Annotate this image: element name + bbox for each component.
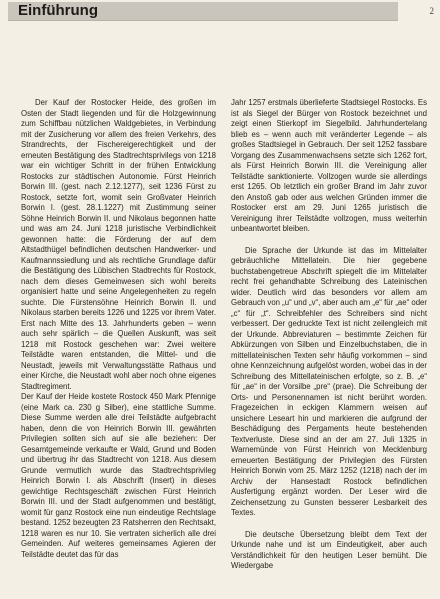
page-title: Einführung	[18, 2, 98, 19]
page-number: 2	[429, 6, 434, 16]
paragraph-gap	[231, 519, 427, 530]
title-bar	[8, 2, 398, 21]
paragraph-gap	[231, 235, 427, 246]
left-column	[21, 98, 216, 560]
paragraph: Die deutsche Übersetzung bleibt dem Text der Urkunde nahe und ist um Eindeutigkeit, aber auch Verständlichkeit für den heutigen Leser bemüht. Die Wiedergabe	[231, 529, 427, 570]
paragraph: Die Sprache der Urkunde ist das im Mittelalter gebräuchliche Mittellatein. Die hier gegebene buchstabengetreue Abschrift spiegelt die im Mittelalter recht frei gehandhabte Schreibung des Lateinischen wider. Deutlich wird das besonders vor allem am Gebrauch von „u“ und „v“, aber auch am „e“ für „ae“ oder „c“ für „t“. Schreibfehler des Schreibers sind nicht verbessert. Der gedruckte Text ist nicht zeilengleich mit der Urkunde. Abbreviaturen – bestimmte Zeichen für Abkürzungen von Silben und Einzelbuchstaben, die in mittellateinischen Texten sehr häufig vorkommen – sind ohne Kennzeichnung aufgelöst worden, wobei das in der Schreibung des Mittellateinischen erfolgte, so z. B. „e“ für „ae“ in der Vorsilbe „pre“ (prae). Die Schreibung der Orts- und Personennamen ist nicht berührt worden. Fragezeichen in eckigen Klammern weisen auf unsichere Leseart hin und markieren die aufgrund der Beschädigung des Pergaments heute bestehenden Textverluste. Diese sind an der am 27. Juli 1325 in Warnemünde von Fürst Heinrich von Mecklenburg erneuerten Bestätigung der Privilegien des Fürsten Heinrich Borwin vom 25. März 1252 (1218) nach der im Archiv der Hansestadt Rostock befindlichen Ausfertigung ergänzt worden. Der Leser wird die Zeichensetzung zu Gunsten besserer Lesbarkeit des Textes.	[231, 245, 427, 517]
paragraph: Jahr 1257 erstmals überlieferte Stadtsiegel Rostocks. Es ist als Siegel der Bürger von Rostock bezeichnet und zeigt einen Stierkopf im Siegelbild. Jahrhundertelang blieb es – wenn auch mit veränderter Legende – als großes Stadtsiegel in Gebrauch. Der seit 1252 fassbare Vorgang des Zusammenwachsens setzte sich 1262 fort, als Fürst Heinrich Borwin III. die Vereinigung aller Teilstädte sanktionierte. Vollzogen wurde sie allerdings erst 1265. Ob letztlich ein großer Brand im Jahr zuvor den Anstoß gab oder aus welchen Gründen immer die Rostocker erst am 29. Juni 1265 juristisch die Vereinigung ihrer Teilstädte vollzogen, muss weiterhin unbeantwortet bleiben.	[231, 98, 427, 233]
page-header	[0, 0, 440, 26]
right-column	[231, 98, 427, 572]
paragraph: Der Kauf der Rostocker Heide, des großen im Osten der Stadt liegenden und für die Holzgewinnung zum Schiffbau nützlichen Waldgebietes, in Verbindung mit der Zusicherung vor allem des freien Verkehrs, des Strandrechts, der Fischereigerechtigkeit und der erneuten Bestätigung des Stadtrechtsprivilegs von 1218 war ein wichtiger Schritt in der frühen Entwicklung Rostocks zur städtischen Autonomie. Fürst Heinrich Borwin III. (gest. nach 2.12.1277), seit 1236 Fürst zu Rostock, setzte fort, womit sein Großvater Heinrich Borwin I. (gest. 28.1.1227) mit Zustimmung seiner Söhne Heinrich Borwin II. und Nikolaus begonnen hatte und was am 24. Juni 1218 juristische Verbindlichkeit gewonnen hatte: die Förderung der auf dem Altstadthügel befindlichen deutschen Handwerker- und Kaufmannssiedlung und als rechtliche Grundlage dafür die Bestätigung des Lübischen Stadtrechts für Rostock, nach dem dieses Gemeinwesen sich wohl bereits organisiert hatte und seine Angelegenheiten zu regeln suchte. Die Fürstensöhne Heinrich Borwin II. und Nikolaus starben bereits 1226 und 1225 vor ihrem Vater. Erst nach Mitte des 13. Jahrhunderts geben – wenn auch sehr spärlich – die Quellen Auskunft, was seit 1218 mit Rostock geschehen war: Zwei weitere Teilstädte waren entstanden, die Mittel- und die Neustadt, jeweils mit Verwaltungsstätte Rathaus und einer Kirche, die Neustadt wohl aber noch ohne eigenes Stadtregiment.	[21, 98, 216, 391]
paragraph: Der Kauf der Heide kostete Rostock 450 Mark Pfennige (eine Mark ca. 230 g Silber), eine stattliche Summe. Diese Summe werden alle drei Teilstädte aufgebracht haben, denn die von Heinrich Borwin III. gewährten Privilegien sollten sich auf sie alle beziehen: Der Gesamtgemeinde verkaufte er Wald, Grund und Boden und übertrug ihr das Stadtrecht von 1218. Aus diesem Grunde vermutlich wurde das Stadtrechtsprivileg Heinrich Borwin I. als Abschrift (Insert) in dieses gewichtige Rechtsgeschäft zwischen Fürst Heinrich Borwin III. und der Stadt aufgenommen und bestätigt, womit für ganz Rostock eine nun eindeutige Rechtslage bestand. 1252 bezeugten 23 Ratsherren den Rechtsakt, 1218 waren es nur 10. Sie vertraten sicherlich alle drei Gemeinden. Auf weiteres gemeinsames Agieren der Teilstädte deutet das für das	[21, 392, 216, 559]
